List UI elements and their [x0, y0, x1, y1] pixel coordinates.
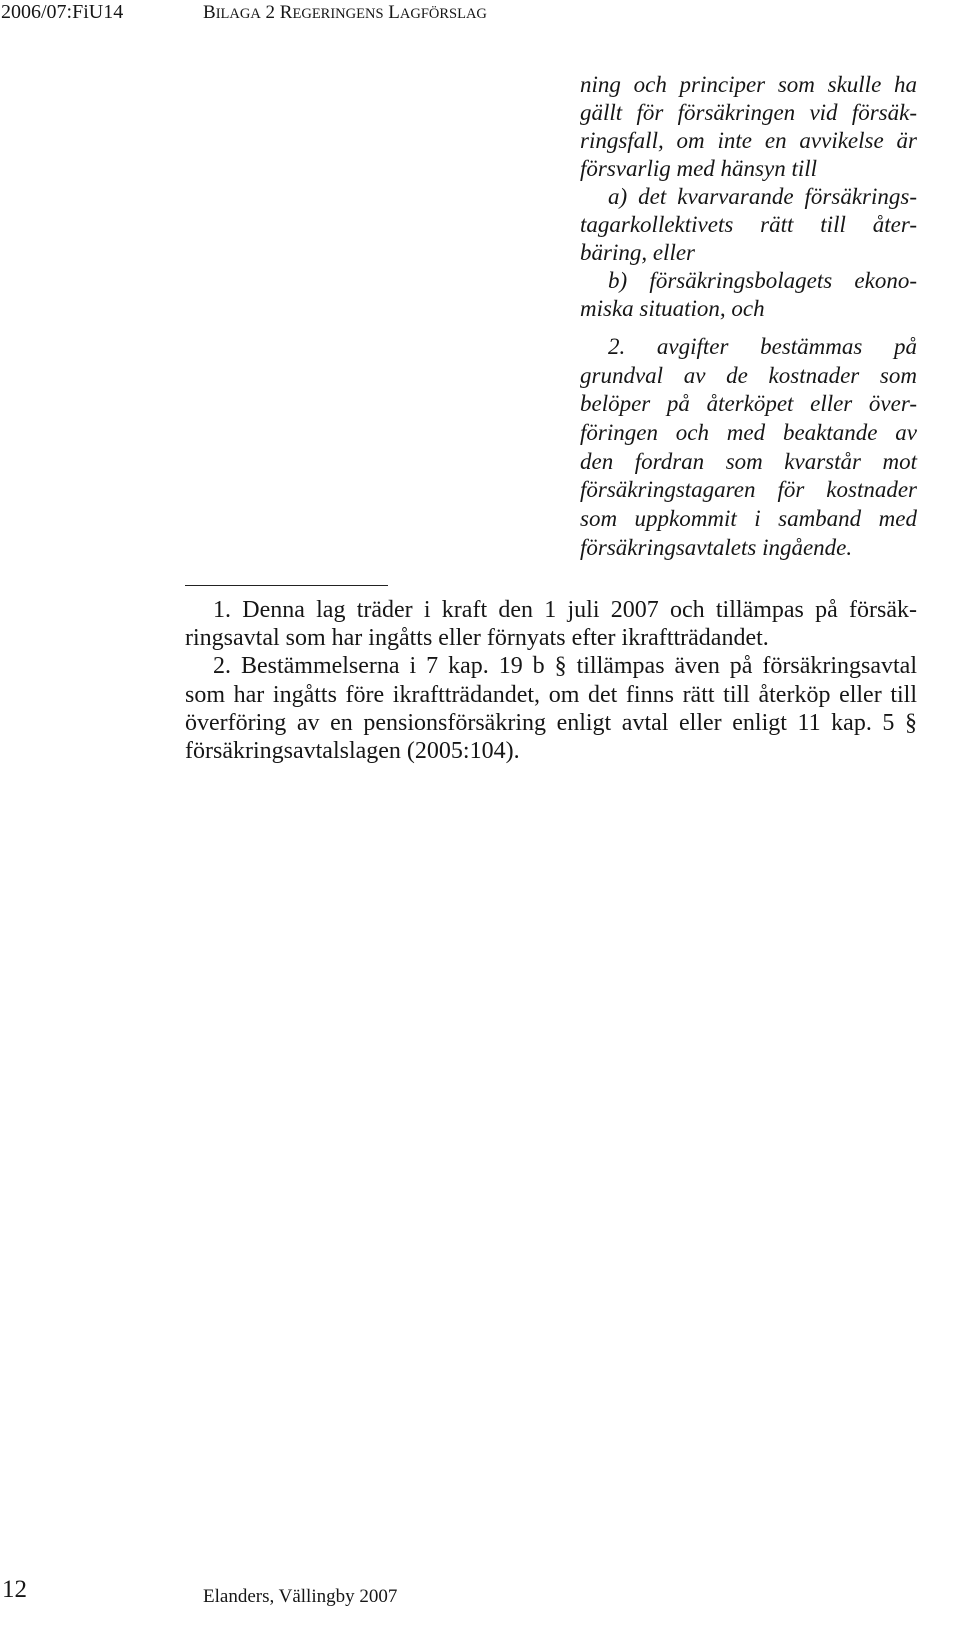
proposal-line-item-b: b) försäkringsbolagets ekono- [608, 268, 917, 293]
proposal-line: ringsfall, om inte en avvikelse är [580, 128, 917, 153]
section-heading-word: LAGFÖRSLAG [388, 2, 487, 23]
proposal-paragraph-2 [580, 333, 917, 563]
footnote-line: 2. Bestämmelserna i 7 kap. 19 b § tillämpas även på försäkringsavtal [213, 653, 917, 680]
section-heading-word: BILAGA [203, 2, 261, 23]
footnotes [185, 596, 917, 765]
proposal-paragraph-1 [580, 71, 917, 323]
proposal-line: den fordran som kvarstår mot [580, 448, 917, 474]
footnote-line: försäkringsavtalslagen (2005:104). [185, 737, 520, 764]
proposal-line: försäkringsavtalets ingående. [580, 534, 853, 560]
section-heading-word: REGERINGENS [279, 2, 384, 23]
proposal-line-item-a: a) det kvarvarande försäkrings- [608, 184, 917, 209]
page-number: 12 [2, 1576, 27, 1603]
footnote-line: överföring av en pensionsförsäkring enligt avtal eller enligt 11 kap. 5 § [185, 709, 917, 736]
proposal-line: försäkringstagaren för kostnader [580, 477, 917, 503]
proposal-line: föringen och med beaktande av [580, 420, 917, 446]
proposal-line: belöper på återköpet eller över- [580, 391, 917, 417]
section-heading [203, 2, 487, 25]
proposal-text-column [580, 71, 917, 563]
document-id: 2006/07:FiU14 [1, 1, 124, 23]
footnote-line: 1. Denna lag träder i kraft den 1 juli 2007 och tillämpas på försäk- [213, 597, 917, 623]
proposal-line: bäring, eller [580, 240, 695, 265]
proposal-line: miska situation, och [580, 296, 765, 321]
proposal-line: försvarlig med hänsyn till [580, 156, 818, 181]
printer-imprint: Elanders, Vällingby 2007 [203, 1586, 398, 1607]
proposal-line: grundval av de kostnader som [580, 362, 917, 388]
proposal-line: tagarkollektivets rätt till åter- [580, 212, 917, 237]
proposal-line: ning och principer som skulle ha [580, 72, 917, 97]
proposal-line-item-2: 2. avgifter bestämmas på [608, 334, 917, 359]
proposal-line: som uppkommit i samband med [580, 506, 917, 532]
proposal-line: gällt för försäkringen vid försäk- [580, 100, 917, 125]
section-heading-word: 2 [265, 2, 276, 23]
footnote-line: som har ingåtts före ikraftträdandet, om det finns rätt till återköp eller till [185, 681, 917, 708]
footnote-separator [185, 585, 388, 586]
footnote-line: ringsavtal som har ingåtts eller förnyats efter ikraftträdandet. [185, 625, 769, 652]
